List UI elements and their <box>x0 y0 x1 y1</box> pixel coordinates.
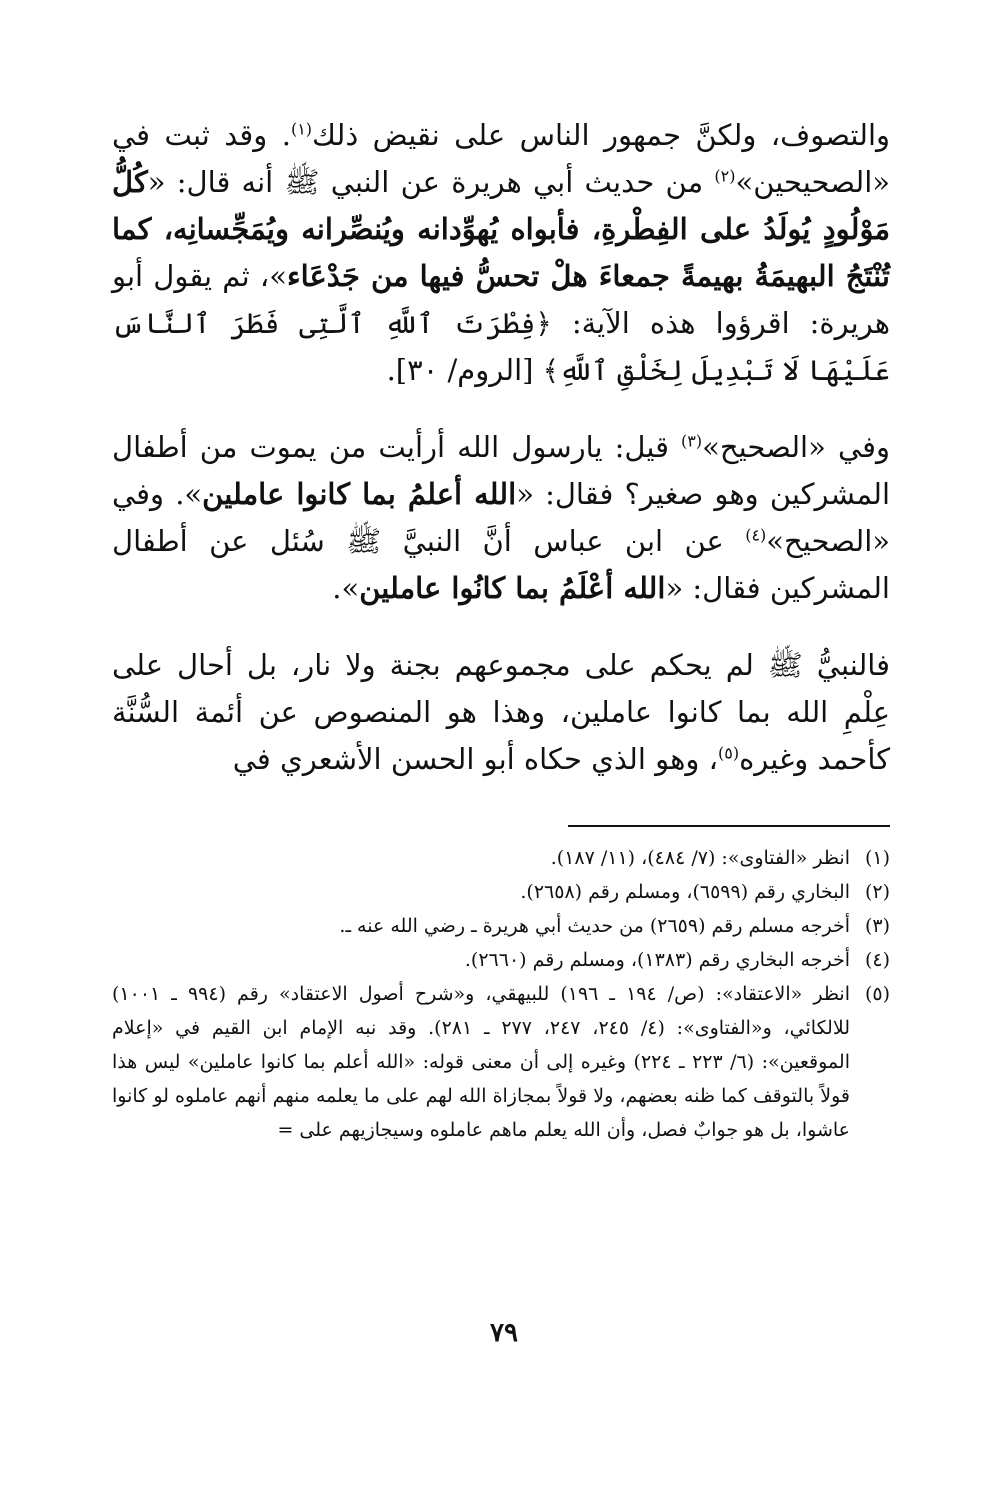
paragraph-text: عن ابن عباس أنَّ النبيَّ ﷺ سُئل عن أطفال المشركين فقال: « <box>112 524 890 605</box>
hadith-quote: الله أعْلَمُ بما كانُوا عاملين <box>359 571 666 605</box>
footnote-number: (٤) <box>864 949 890 971</box>
paragraph-text: . وقد ثبت في «الصحيحين» <box>112 118 890 199</box>
paragraph-text: »، ثم يقول أبو هريرة: اقرؤوا هذه الآية: <box>112 259 890 340</box>
footnote-item <box>112 909 890 943</box>
page-number: ٧٩ <box>490 1318 518 1348</box>
paragraph-text: ». <box>332 571 360 605</box>
paragraph-text: ، وهو الذي حكاه أبو الحسن الأشعري في <box>232 742 719 776</box>
footnotes <box>112 841 890 1147</box>
paragraph-2 <box>112 424 890 612</box>
paragraph-3 <box>112 642 890 783</box>
footnote-text: البخاري رقم (٦٥٩٩)، ومسلم رقم (٢٦٥٨). <box>520 881 850 903</box>
paragraph-text: قيل: يارسول الله أرأيت من يموت من أطفال المشركين وهو صغير؟ فقال: « <box>112 430 891 511</box>
hadith-quote: الله أعلمُ بما كانوا عاملين <box>202 477 517 511</box>
paragraph-text: فالنبيُّ ﷺ لم يحكم على مجموعهم بجنة ولا نار، بل أحال على عِلْمِ الله بما كانوا عاملين، وهذا هو المنصوص عن أئمة السُّنَّة كأحمد وغيره <box>112 648 890 776</box>
footnote-item <box>112 943 890 977</box>
footnote-ref: (١) <box>290 119 313 139</box>
footnote-text: أخرجه مسلم رقم (٢٦٥٩) من حديث أبي هريرة ـ رضي الله عنه ـ. <box>339 915 850 937</box>
quran-verse: ﴿فِطْرَتَ ٱللَّهِ ٱلَّتِى فَطَرَ ٱلنَّاسَ عَلَيْهَا لَا تَبْدِيلَ لِخَلْقِ ٱللَّهِ﴾ <box>112 307 890 387</box>
footnote-item <box>112 977 890 1147</box>
paragraph-text: والتصوف، ولكنَّ جمهور الناس على نقيض ذلك <box>312 118 891 152</box>
paragraph-1 <box>112 112 890 394</box>
footnote-item <box>112 875 890 909</box>
paragraph-text: ». وفي «الصحيح» <box>112 477 890 558</box>
footnote-number: (٢) <box>864 881 890 903</box>
footnote-text: أخرجه البخاري رقم (١٣٨٣)، ومسلم رقم (٢٦٦٠). <box>464 949 850 971</box>
footnote-divider <box>568 825 890 827</box>
footnote-ref: (٥) <box>718 743 740 763</box>
paragraph-text: وفي «الصحيح» <box>702 430 890 464</box>
footnote-ref: (٣) <box>681 431 703 451</box>
paragraph-text: [الروم/ ٣٠]. <box>386 353 543 387</box>
footnote-text: انظر «الاعتقاد»: (ص/ ١٩٤ ـ ١٩٦) للبيهقي، و«شرح أصول الاعتقاد» رقم (٩٩٤ ـ ١٠٠١) للالكائي، و«الفتاوى»: (٤/ ٢٤٥، ٢٤٧، ٢٧٧ ـ ٢٨١). وقد نبه الإمام ابن القيم في «إعلام الموقعين»: (٦/ ٢٢٣ ـ ٢٢٤) وغيره إلى أن معنى قوله: «الله أعلم بما كانوا عاملين» ليس هذا قولاً بالتوقف كما ظنه بعضهم، ولا قولاً بمجازاة الله لهم على ما يعلمه منهم أنهم عاملوه لو كانوا عاشوا، بل هو جوابٌ فصل، وأن الله يعلم ماهم عاملوه وسيجازيهم على = <box>112 983 850 1141</box>
footnote-number: (٥) <box>864 983 890 1005</box>
footnote-text: انظر «الفتاوى»: (٧/ ٤٨٤)، (١١/ ١٨٧). <box>550 847 850 869</box>
footnote-ref: (٢) <box>714 166 736 186</box>
footnote-number: (٣) <box>864 915 890 937</box>
footnote-item <box>112 841 890 875</box>
hadith-quote: كُلُّ مَوْلُودٍ يُولَدُ على الفِطْرةِ، فأبواه يُهوِّدانه ويُنصِّرانه ويُمَجِّسانِه، كما تُنْتَجُ البهيمَةُ بهيمةً جمعاءَ هلْ تحسُّ فيها من جَدْعَاء <box>112 165 890 293</box>
main-text <box>112 112 890 783</box>
paragraph-text: من حديث أبي هريرة عن النبي ﷺ أنه قال: « <box>147 165 715 199</box>
footnote-ref: (٤) <box>745 525 767 545</box>
footnote-number: (١) <box>864 847 890 869</box>
page-body <box>112 112 890 1147</box>
